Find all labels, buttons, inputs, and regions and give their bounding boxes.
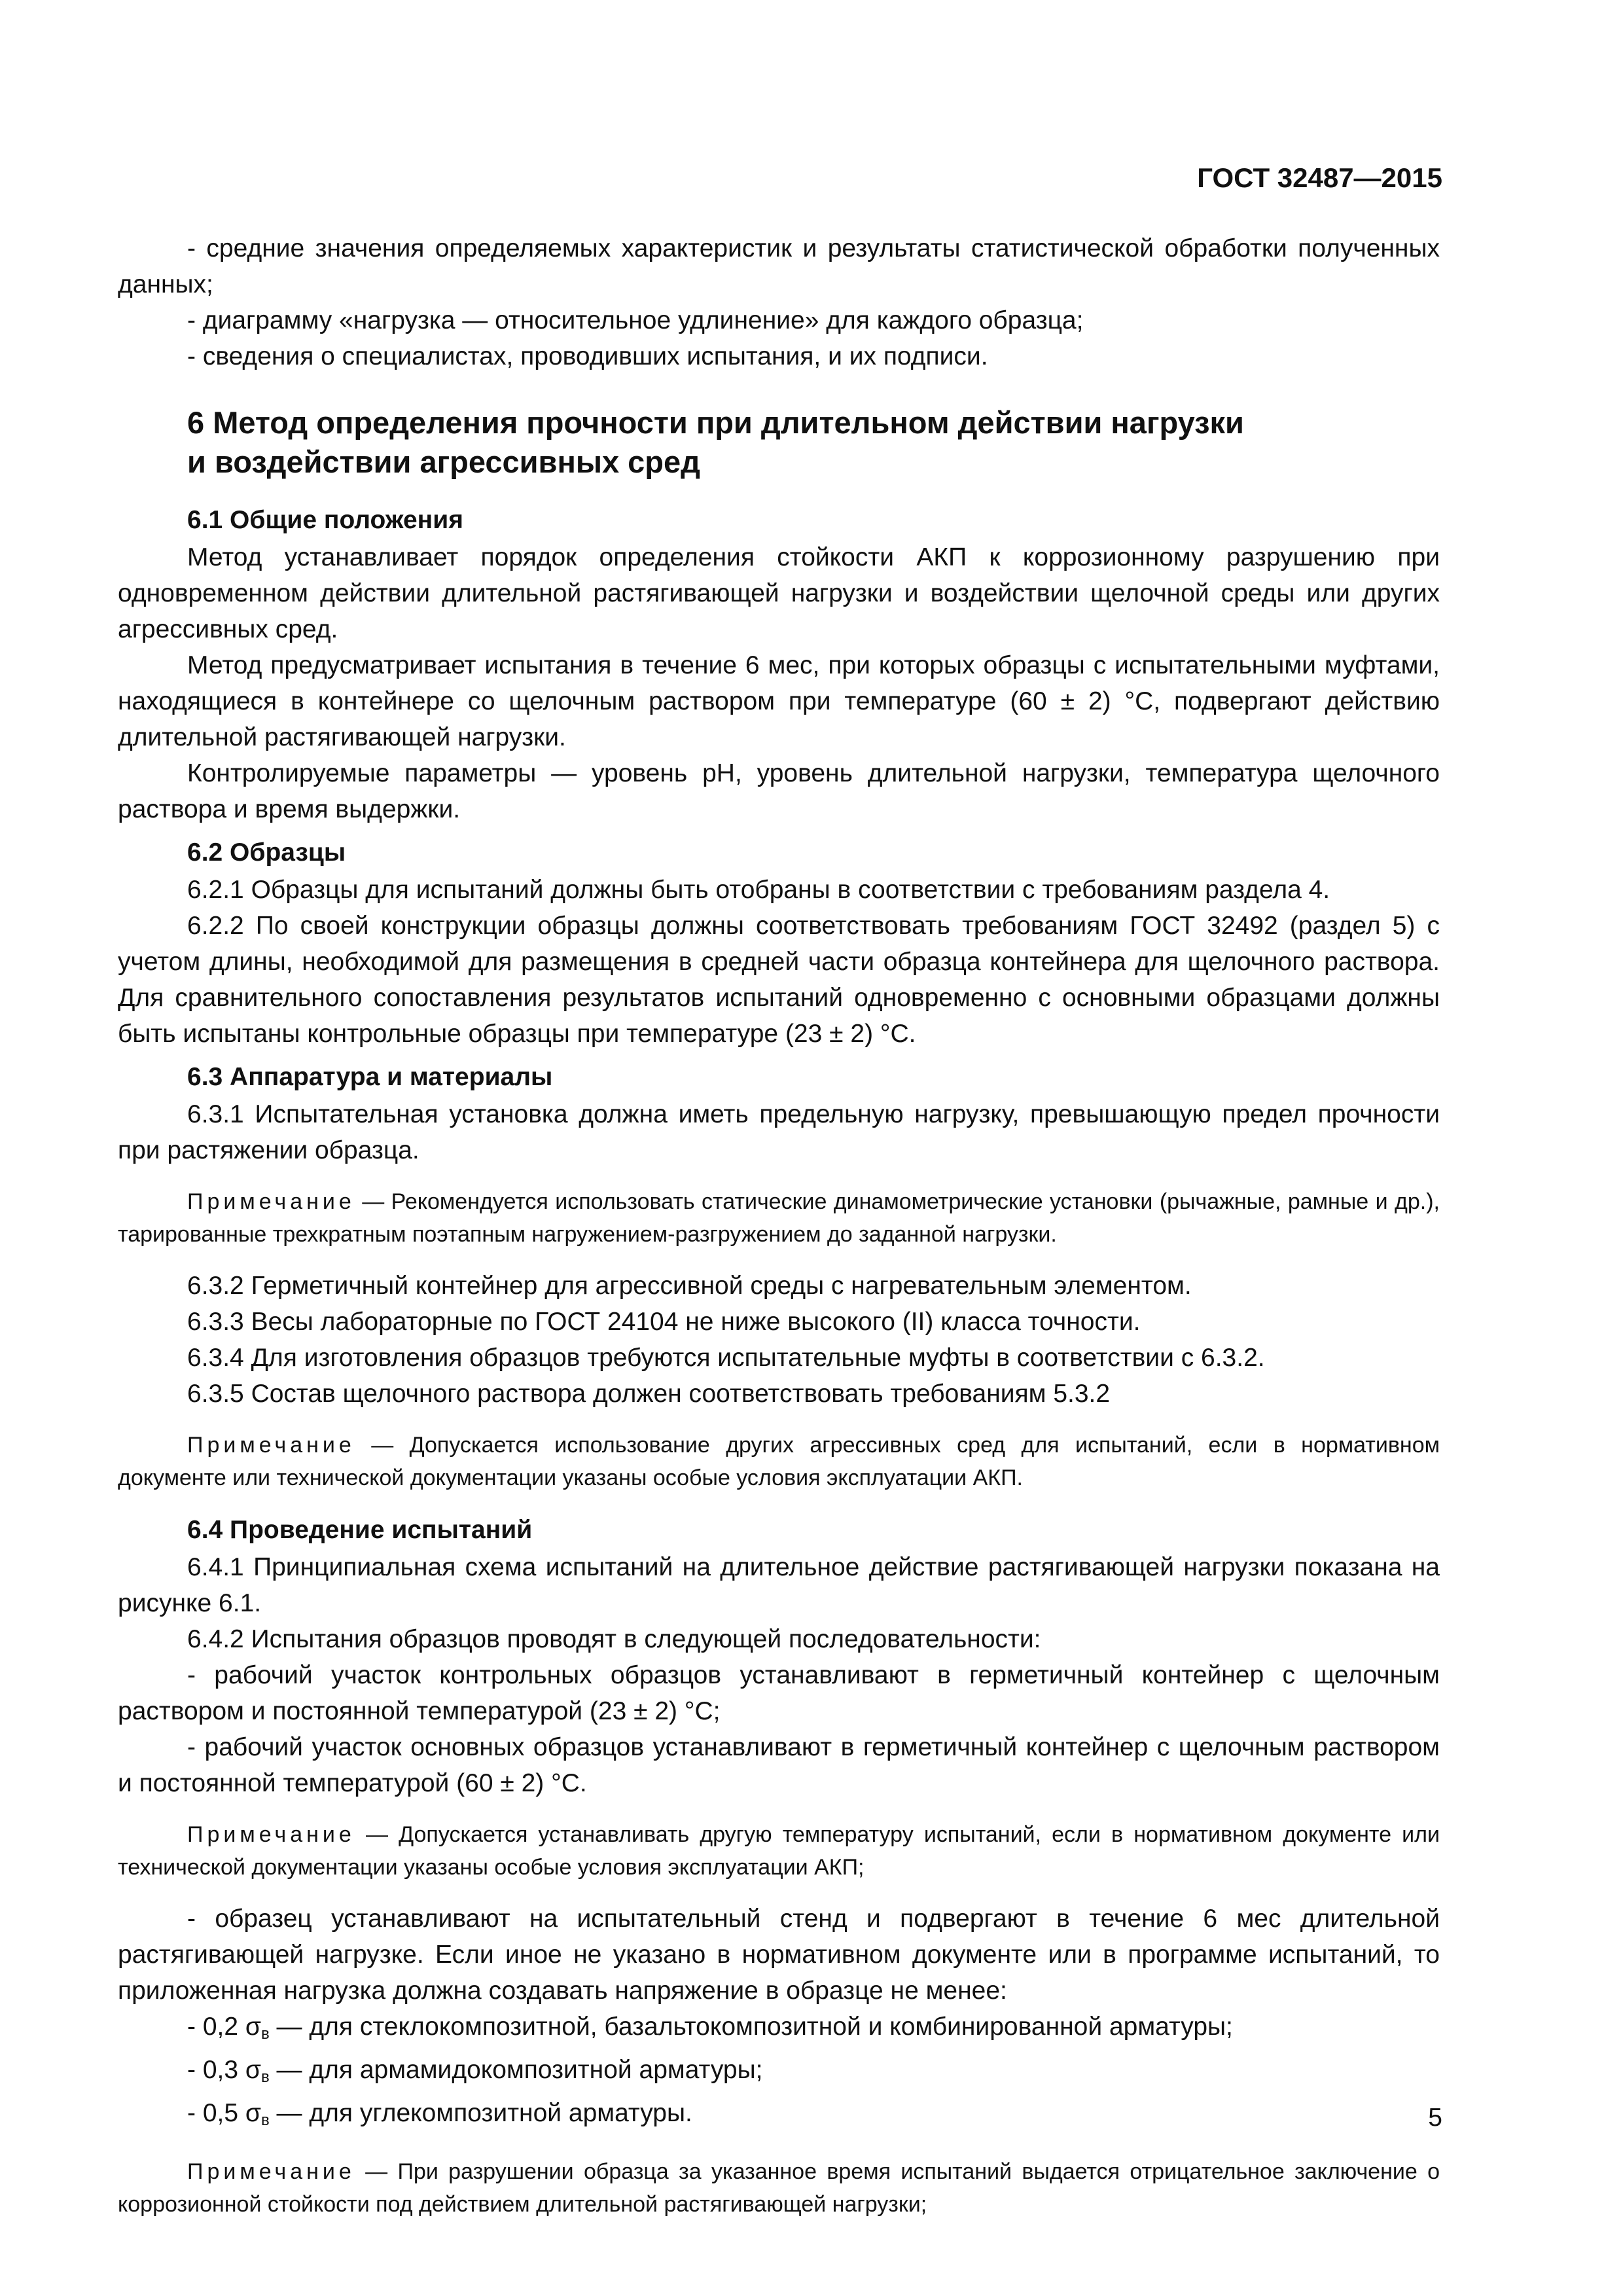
paragraph: Метод устанавливает порядок определения стойкости АКП к коррозионному разрушению при одновременном действии длительной растягивающей нагрузки и воздействии щелочной среды или других агрессивных сред. xyxy=(118,543,1440,643)
note-label: Примечание xyxy=(187,1433,355,1458)
note-text: — При разрушении образца за указанное время испытаний выдается отрицательное заключение о коррозионной стойкости под действием длительной растягивающей нагрузки; xyxy=(118,2159,1440,2217)
paragraph: 6.3.5 Состав щелочного раствора должен соответствовать требованиям 5.3.2 xyxy=(187,1380,1111,1408)
paragraph: 6.2.1 Образцы для испытаний должны быть отобраны в соответствии с требованиям раздела 4. xyxy=(187,876,1330,904)
paragraph: 6.4.2 Испытания образцов проводят в следующей последовательности: xyxy=(187,1625,1041,1653)
sigma-subscript: в xyxy=(260,2025,270,2043)
subsection-6-2-title: 6.2 Образцы xyxy=(187,838,346,867)
note-text: — Допускается устанавливать другую температуру испытаний, если в нормативном документе или технической документации указаны особые условия эксплуатации АКП; xyxy=(118,1822,1440,1880)
list-item: - средние значения определяемых характеристик и результаты статистической обработки полученных данных; xyxy=(118,234,1440,298)
page-content xyxy=(118,230,1440,2238)
note-label: Примечание xyxy=(187,2159,355,2184)
note xyxy=(118,1429,1440,1494)
subsection-6-4-title: 6.4 Проведение испытаний xyxy=(187,1516,533,1544)
paragraph: Контролируемые параметры — уровень pH, уровень длительной нагрузки, температура щелочного раствора и время выдержки. xyxy=(118,759,1440,823)
paragraph: 6.4.1 Принципиальная схема испытаний на длительное действие растягивающей нагрузки показана на рисунке 6.1. xyxy=(118,1553,1440,1617)
sigma-subscript: в xyxy=(260,2111,270,2129)
stress-item: - 0,5 $\sigma_в$ — для углекомпозитной арматуры. xyxy=(187,2099,692,2129)
list-item: - сведения о специалистах, проводивших испытания, и их подписи. xyxy=(187,342,988,370)
sigma-symbol: σ xyxy=(245,2013,261,2041)
paragraph: 6.3.1 Испытательная установка должна иметь предельную нагрузку, превышающую предел прочности при растяжении образца. xyxy=(118,1100,1440,1164)
list-item: - диаграмму «нагрузка — относительное удлинение» для каждого образца; xyxy=(187,306,1084,334)
paragraph: 6.3.4 Для изготовления образцов требуются испытательные муфты в соответствии с 6.3.2. xyxy=(187,1344,1265,1372)
sigma-symbol: σ xyxy=(245,2099,261,2127)
note xyxy=(118,2155,1440,2221)
sigma-subscript: в xyxy=(260,2068,270,2086)
paragraph: 6.3.2 Герметичный контейнер для агрессивной среды с нагревательным элементом. xyxy=(187,1272,1192,1300)
note-text: — Рекомендуется использовать статические динамометрические установки (рычажные, рамные и др.), тарированные трехкратным поэтапным нагружением-разгружением до заданной нагрузки. xyxy=(118,1189,1440,1247)
paragraph: Метод предусматривает испытания в течение 6 мес, при которых образцы с испытательными муфтами, находящиеся в контейнере со щелочным раствором при температуре (60 ± 2) °С, подвергают действию длительной растягивающей нагрузки. xyxy=(118,651,1440,751)
list-item: - образец устанавливают на испытательный стенд и подвергают в течение 6 мес длительной растягивающей нагрузке. Если иное не указано в нормативном документе или в программе испытаний, то приложенная нагрузка должна создавать напряжение в образце не менее: xyxy=(118,1905,1440,2005)
list-item: - рабочий участок контрольных образцов устанавливают в герметичный контейнер с щелочным раствором и постоянной температурой (23 ± 2) °С; xyxy=(118,1661,1440,1725)
stress-item: - 0,3 $\sigma_в$ — для армамидокомпозитной арматуры; xyxy=(187,2056,763,2086)
note-text: — Допускается использование других агрессивных сред для испытаний, если в нормативном документе или технической документации указаны особые условия эксплуатации АКП. xyxy=(118,1433,1440,1490)
stress-item: - 0,2 $\sigma_в$ — для стеклокомпозитной, базальтокомпозитной и комбинированной арматуры; xyxy=(187,2013,1233,2043)
paragraph: 6.3.3 Весы лабораторные по ГОСТ 24104 не ниже высокого (II) класса точности. xyxy=(187,1308,1141,1336)
list-item: - рабочий участок основных образцов устанавливают в герметичный контейнер с щелочным раствором и постоянной температурой (60 ± 2) °С. xyxy=(118,1733,1440,1797)
subsection-6-1-title: 6.1 Общие положения xyxy=(187,506,463,534)
section-6-title: 6 Метод определения прочности при длительном действии нагрузки и воздействии агрессивных сред xyxy=(187,405,1244,479)
note-label: Примечание xyxy=(187,1822,355,1847)
subsection-6-3-title: 6.3 Аппаратура и материалы xyxy=(187,1063,553,1091)
page-number: 5 xyxy=(1428,2104,1442,2132)
note-label: Примечание xyxy=(187,1189,355,1214)
note xyxy=(118,1185,1440,1251)
standard-header: ГОСТ 32487—2015 xyxy=(1197,162,1442,193)
sigma-symbol: σ xyxy=(245,2056,261,2084)
paragraph: 6.2.2 По своей конструкции образцы должны соответствовать требованиям ГОСТ 32492 (раздел 5) с учетом длины, необходимой для размещения в средней части образца контейнера для щелочного раствора. Для сравнительного сопоставления результатов испытаний одновременно с основными образцами должны быть испытаны контрольные образцы при температуре (23 ± 2) °С. xyxy=(118,912,1440,1048)
note xyxy=(118,1818,1440,1884)
